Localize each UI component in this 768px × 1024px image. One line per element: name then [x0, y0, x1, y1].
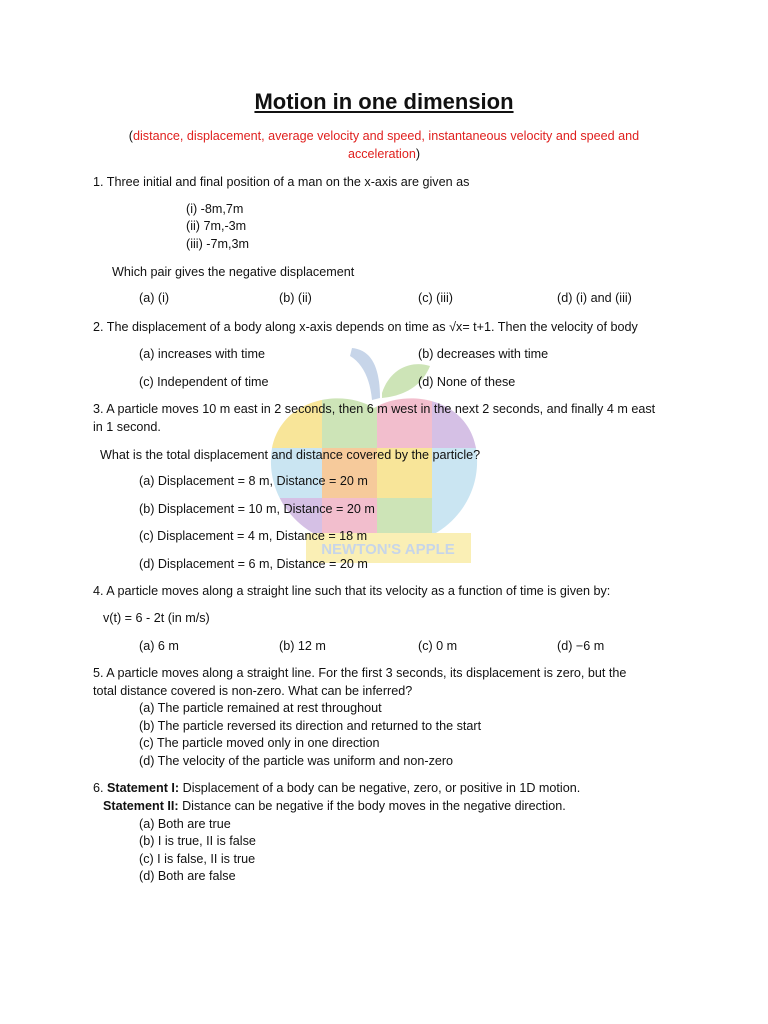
q6-statement-1-label: Statement I:	[107, 781, 180, 795]
q3-prompt: What is the total displacement and distance covered by the particle?	[100, 448, 481, 462]
q1-option-c: (c) (iii)	[418, 291, 453, 305]
q6-number: 6.	[93, 781, 108, 795]
q3-stem-line-1: 3. A particle moves 10 m east in 2 seconds, then 6 m west in the next 2 seconds, and finally 4 m east	[93, 402, 656, 416]
watermark-text: NEWTON'S APPLE	[321, 541, 455, 558]
subtitle-open-paren: (	[128, 129, 133, 143]
q1-option-b: (b) (ii)	[279, 291, 312, 305]
q6-option-a: (a) Both are true	[139, 817, 231, 831]
q2-stem: 2. The displacement of a body along x-axis depends on time as √x= t+1. Then the velocity of body	[93, 320, 638, 334]
q1-option-d: (d) (i) and (iii)	[557, 291, 632, 305]
q4-option-c: (c) 0 m	[418, 639, 458, 653]
q4-formula: v(t) = 6 - 2t (in m/s)	[103, 611, 210, 625]
q5-option-c: (c) The particle moved only in one direction	[139, 736, 380, 750]
q1-prompt: Which pair gives the negative displacement	[112, 265, 355, 279]
q3-option-a: (a) Displacement = 8 m, Distance = 20 m	[139, 474, 368, 488]
q5-option-b: (b) The particle reversed its direction and returned to the start	[139, 719, 482, 733]
q4-option-d: (d) −6 m	[557, 639, 605, 653]
q5-option-a: (a) The particle remained at rest throughout	[139, 701, 382, 715]
subtitle-topics: distance, displacement, average velocity and speed, instantaneous velocity and speed and acceleration	[133, 129, 640, 161]
q5-option-d: (d) The velocity of the particle was uniform and non-zero	[139, 754, 454, 768]
q6-option-b: (b) I is true, II is false	[139, 834, 256, 848]
page-subtitle	[110, 128, 658, 163]
q1-item-3: (iii) -7m,3m	[186, 237, 249, 251]
q2-option-c: (c) Independent of time	[139, 375, 269, 389]
q6-option-d: (d) Both are false	[139, 869, 236, 883]
q3-option-b: (b) Displacement = 10 m, Distance = 20 m	[139, 502, 375, 516]
q4-option-a: (a) 6 m	[139, 639, 179, 653]
q6-statement-1-text: Displacement of a body can be negative, zero, or positive in 1D motion.	[179, 781, 581, 795]
q1-stem: 1. Three initial and final position of a man on the x-axis are given as	[93, 175, 470, 189]
q4-stem: 4. A particle moves along a straight line such that its velocity as a function of time is given by:	[93, 584, 611, 598]
q4-option-b: (b) 12 m	[279, 639, 326, 653]
q2-option-b: (b) decreases with time	[418, 347, 549, 361]
q6-statement-2	[103, 798, 566, 816]
q3-stem-line-2: in 1 second.	[93, 420, 161, 434]
q6-statement-2-text: Distance can be negative if the body moves in the negative direction.	[178, 799, 566, 813]
q3-option-c: (c) Displacement = 4 m, Distance = 18 m	[139, 529, 368, 543]
q1-item-1: (i) -8m,7m	[186, 202, 244, 216]
q6-option-c: (c) I is false, II is true	[139, 852, 256, 866]
q5-stem-line-1: 5. A particle moves along a straight line. For the first 3 seconds, its displacement is zero, but the	[93, 666, 627, 680]
subtitle-close-paren: )	[415, 146, 421, 161]
q1-option-a: (a) (i)	[139, 291, 170, 305]
q6-statement-1	[93, 780, 580, 798]
q5-stem-line-2: total distance covered is non-zero. What can be inferred?	[93, 684, 413, 698]
q6-statement-2-label: Statement II:	[103, 799, 179, 813]
page-title: Motion in one dimension	[254, 89, 514, 114]
q2-option-a: (a) increases with time	[139, 347, 265, 361]
q2-option-d: (d) None of these	[418, 375, 516, 389]
q1-item-2: (ii) 7m,-3m	[186, 219, 247, 233]
q3-option-d: (d) Displacement = 6 m, Distance = 20 m	[139, 557, 368, 571]
